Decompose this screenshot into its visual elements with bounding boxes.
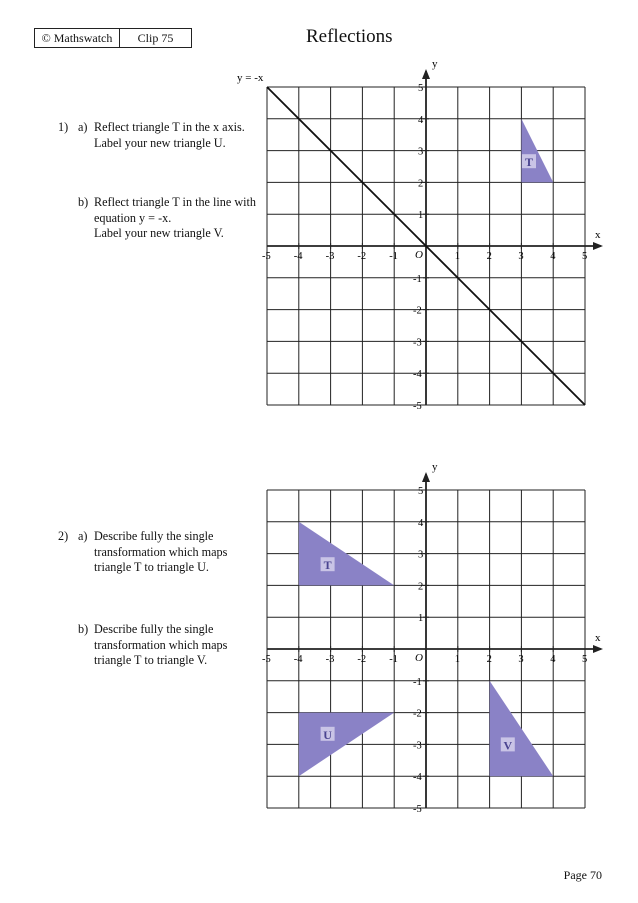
x-axis-label: x bbox=[595, 632, 601, 644]
question-1b-label: b) bbox=[78, 195, 89, 209]
triangle-label-t: T bbox=[323, 558, 332, 573]
y-tick-label: 1 bbox=[418, 210, 424, 222]
x-tick-label: -5 bbox=[262, 654, 271, 665]
question-1-number: 1) bbox=[58, 120, 69, 134]
page-title: Reflections bbox=[306, 26, 393, 47]
x-tick-label: 3 bbox=[518, 654, 524, 665]
clip-label: Clip 75 bbox=[137, 30, 174, 45]
x-tick-label: -4 bbox=[293, 251, 303, 262]
x-tick-label: -2 bbox=[357, 654, 367, 665]
x-tick-label: -3 bbox=[325, 654, 335, 665]
question-2b-line-2: transformation which maps bbox=[94, 637, 228, 652]
x-tick-label: -2 bbox=[357, 251, 367, 262]
y-tick-label: -5 bbox=[413, 804, 422, 815]
question-2a-line-1: Describe fully the single bbox=[94, 529, 214, 543]
y-tick-label: 5 bbox=[418, 83, 424, 94]
y-tick-label: -1 bbox=[413, 273, 422, 285]
triangle-label-v: V bbox=[503, 738, 513, 753]
question-2b-line-3: triangle T to triangle V. bbox=[94, 653, 208, 667]
page-number: Page 70 bbox=[563, 868, 602, 882]
copyright-label: © Mathswatch bbox=[35, 29, 120, 47]
y-tick-label: 3 bbox=[418, 549, 424, 561]
question-1b-line-2: equation y = -x. bbox=[94, 210, 172, 225]
x-tick-label: 3 bbox=[518, 251, 524, 262]
x-tick-label: -1 bbox=[389, 251, 398, 262]
x-tick-label: 1 bbox=[454, 654, 461, 665]
question-2a-label: a) bbox=[78, 529, 88, 543]
question-2-number: 2) bbox=[58, 529, 69, 543]
x-tick-label: 5 bbox=[582, 654, 588, 665]
question-1a-label: a) bbox=[78, 120, 88, 134]
question-2a-line-3: triangle T to triangle U. bbox=[94, 560, 209, 574]
line-label: y = -x bbox=[237, 72, 264, 84]
y-tick-label: 3 bbox=[418, 146, 424, 158]
triangle-label-u: U bbox=[323, 727, 332, 742]
x-axis-label: x bbox=[595, 229, 601, 241]
x-tick-label: 4 bbox=[550, 251, 556, 262]
y-tick-label: -4 bbox=[413, 772, 422, 784]
y-tick-label: 4 bbox=[418, 517, 424, 529]
origin-label: O bbox=[415, 652, 423, 664]
x-tick-label: -1 bbox=[389, 654, 398, 665]
y-tick-label: -3 bbox=[413, 337, 422, 349]
x-axis-arrow-icon bbox=[593, 645, 603, 653]
x-tick-label: -4 bbox=[293, 654, 303, 665]
y-axis-arrow-icon bbox=[422, 472, 430, 482]
question-1a-line-1: Reflect triangle T in the x axis. bbox=[94, 120, 245, 134]
x-tick-label: 1 bbox=[454, 251, 461, 262]
y-tick-label: -3 bbox=[413, 740, 422, 752]
question-1b-line-1: Reflect triangle T in the line with bbox=[94, 195, 257, 209]
question-1a-line-2: Label your new triangle U. bbox=[94, 135, 226, 150]
question-2b-label: b) bbox=[78, 622, 89, 636]
x-tick-label: 4 bbox=[550, 654, 556, 665]
y-tick-label: 2 bbox=[418, 178, 424, 190]
y-tick-label: -4 bbox=[413, 369, 422, 381]
x-tick-label: 2 bbox=[486, 654, 492, 665]
triangle-label-t: T bbox=[524, 155, 534, 170]
y-tick-label: 5 bbox=[418, 486, 424, 497]
question-1b-line-3: Label your new triangle V. bbox=[94, 226, 224, 240]
question-2a-line-2: transformation which maps bbox=[94, 544, 228, 559]
y-axis-label: y bbox=[432, 461, 438, 473]
x-tick-label: -5 bbox=[262, 251, 271, 262]
y-tick-label: 1 bbox=[418, 613, 424, 625]
y-tick-label: -2 bbox=[413, 708, 422, 720]
x-tick-label: 5 bbox=[582, 251, 588, 262]
y-tick-label: 4 bbox=[418, 114, 424, 126]
question-2b-line-1: Describe fully the single bbox=[94, 622, 214, 636]
y-axis-label: y bbox=[432, 58, 438, 70]
y-tick-label: -2 bbox=[413, 305, 422, 317]
x-tick-label: 2 bbox=[486, 251, 492, 262]
y-tick-label: -1 bbox=[413, 676, 422, 688]
y-tick-label: 2 bbox=[418, 581, 424, 593]
origin-label: O bbox=[415, 249, 423, 261]
x-tick-label: -3 bbox=[325, 251, 335, 262]
y-tick-label: -5 bbox=[413, 401, 422, 412]
